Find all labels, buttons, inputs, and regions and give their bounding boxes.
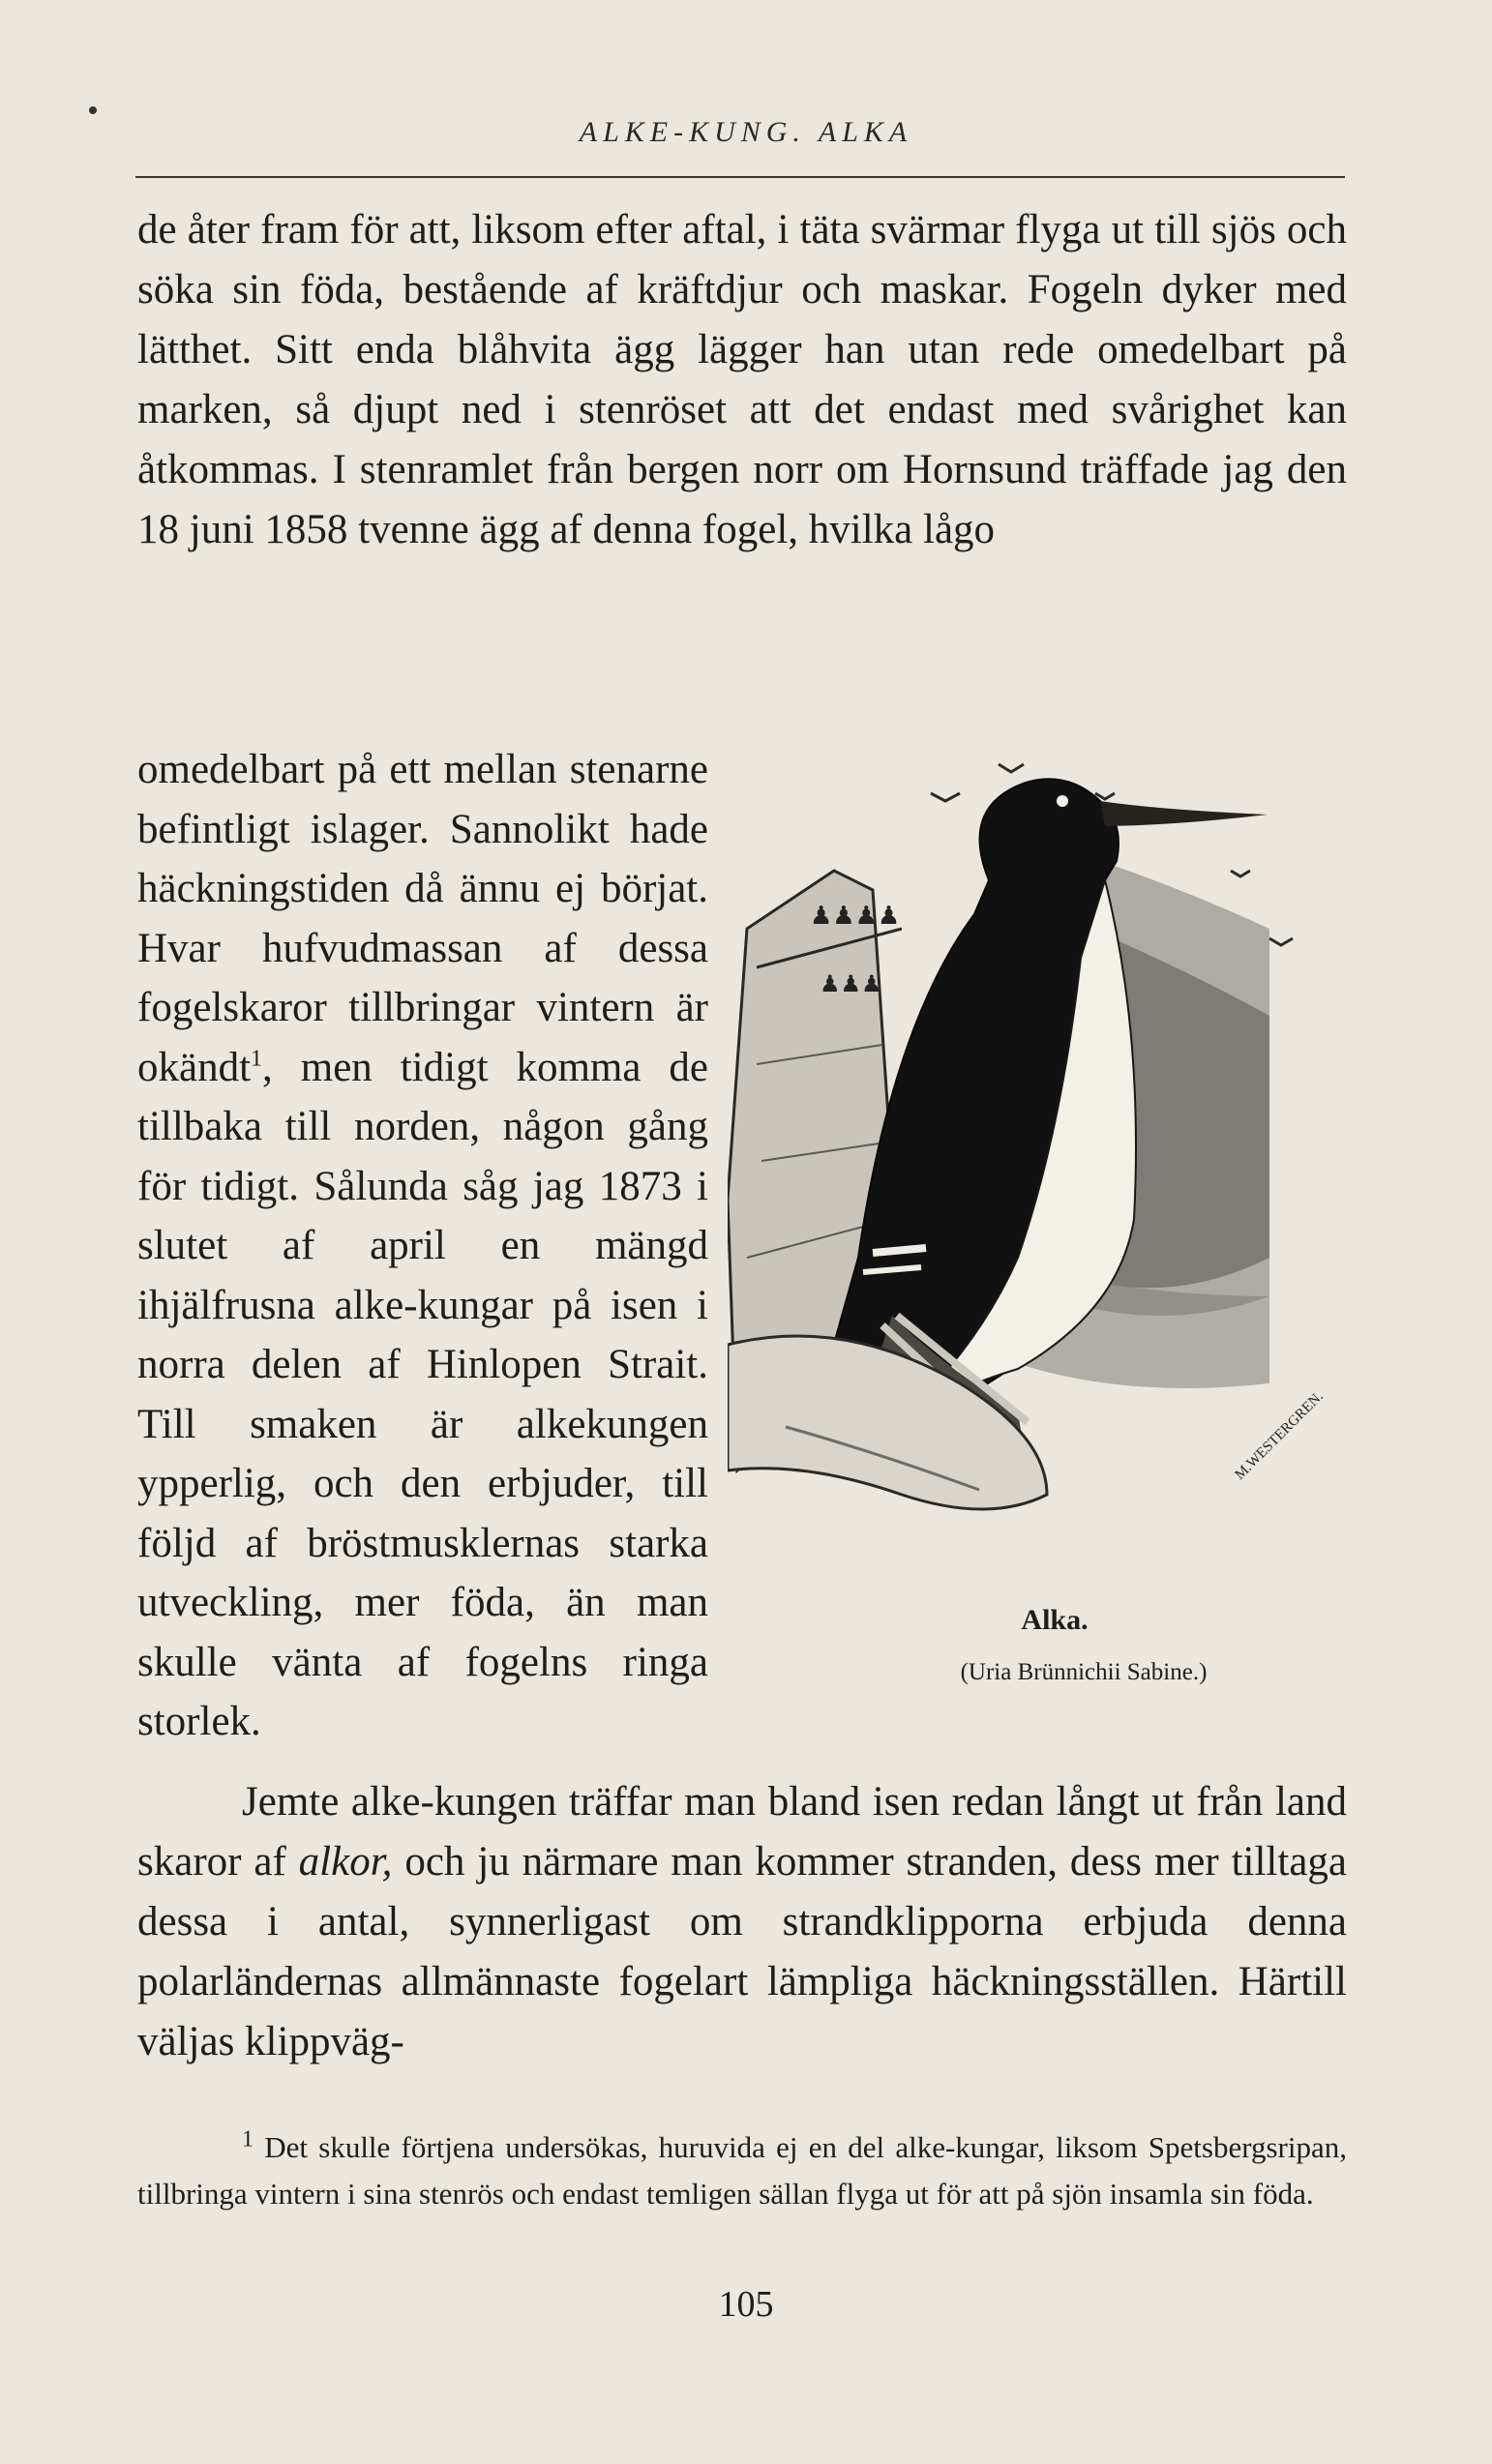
header-rule [135, 176, 1345, 178]
paragraph-second [137, 1772, 1347, 2072]
svg-text:♟♟♟♟: ♟♟♟♟ [810, 902, 901, 930]
paragraph-top-text: de åter fram för att, liksom efter aftal, i täta svärmar flyga ut till sjös och söka sin föda, bestående af kräftdjur och maskar. Fogeln dyker med lätthet. Sitt enda blåhvita ägg lägger han utan rede omedelbart på marken, så djupt ned i stenröset att det endast med svårighet kan åtkommas. I stenramlet från bergen norr om Hornsund träffade jag den 18 juni 1858 tvenne ägg af denna fogel, hvilka lågo [137, 207, 1347, 552]
paragraph-narrow-after: , men tidigt komma de tillbaka till norden, någon gång för tidigt. Sålunda såg jag 1873 i slutet af april en mängd ihjälfrusna alke-kungar på isen i norra delen af Hinlopen Strait. Till smaken är alkekungen ypperlig, och den erbjuder, till följd af bröstmusklernas starka utveckling, mer föda, än man skulle vänta af fogelns ringa storlek. [137, 1044, 708, 1744]
paragraph-narrow [137, 740, 708, 1752]
paragraph-top [137, 200, 1347, 560]
footnote-reference: 1 [251, 1046, 263, 1072]
footnote-marker: 1 [242, 2126, 254, 2152]
illustration-caption-subtitle: (Uria Brünnichii Sabine.) [960, 1659, 1208, 1685]
svg-text:♟♟♟: ♟♟♟ [820, 972, 882, 997]
alka-illustration [728, 716, 1347, 1587]
paragraph-narrow-before: omedelbart på ett mellan stenarne befintligt islager. Sannolikt hade häckningstiden då ännu ej börjat. Hvar hufvudmassan af dessa fogelskaror tillbringar vintern är okändt [137, 747, 708, 1090]
engraver-signature: M.WESTERGREN. [1232, 1388, 1327, 1483]
page-number: 105 [718, 2284, 774, 2325]
printed-dot-mark [89, 106, 97, 114]
footnote-text: Det skulle förtjena undersökas, huruvida ej en del alke-kungar, liksom Spetsbergsripan, tillbringa vintern i sina stenrös och endast temligen sällan flyga ut för att på sjön insamla sin föda. [137, 2130, 1347, 2211]
paragraph-second-after: och ju närmare man kommer stranden, dess mer tilltaga dessa i antal, synnerligast om strandklipporna erbjuda denna polarländernas allmännaste fogelart lämpliga häckningsställen. Härtill väljas klippväg- [137, 1839, 1347, 2064]
illustration-caption-title: Alka. [1021, 1604, 1089, 1636]
footnote [137, 2124, 1347, 2217]
paragraph-second-before: Jemte alke-kungen träffar man bland isen redan långt ut från land skaror af [137, 1779, 1347, 1885]
paragraph-second-italic: alkor, [298, 1839, 393, 1885]
running-head: ALKE-KUNG. ALKA [579, 116, 913, 148]
